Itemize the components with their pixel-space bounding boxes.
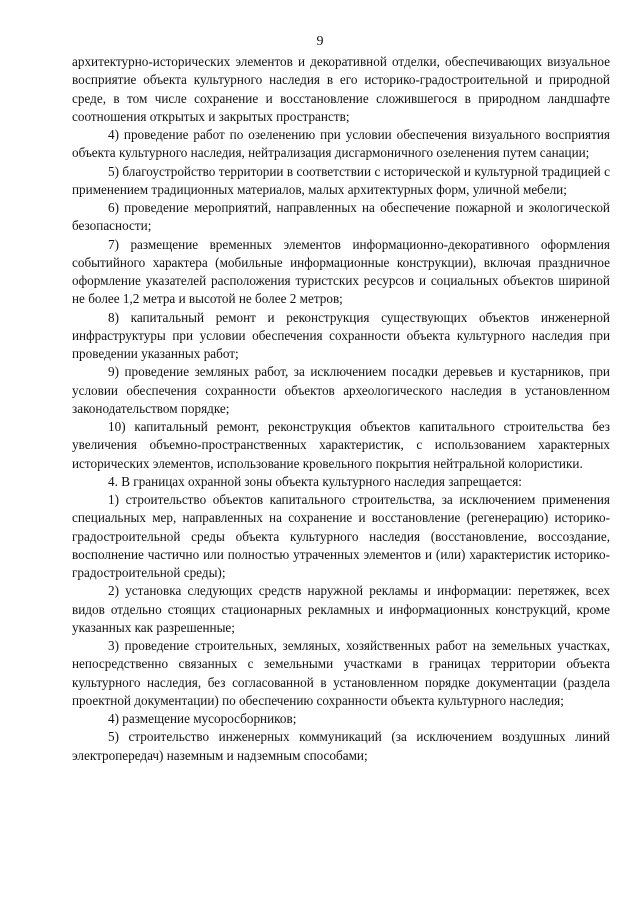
paragraph-item-7-temporary-elements: 7) размещение временных элементов информационно-декоративного оформления событийного характера (мобильные информационные конструкции), включая праздничное оформление указателей расположения туристских ресурсов и социальных объектов шириной не более 1,2 метра и высотой не более 2 метров; — [72, 236, 610, 307]
paragraph-prohibited-1-construction: 1) строительство объектов капитального строительства, за исключением применения специальных мер, направленных на сохранение и восстановление (регенерацию) историко-градостроительной среды объекта культурного наследия (восстановление, воссоздание, восполнение частично или полностью утраченных элементов и (или) характеристик историко-градостроительной среды); — [72, 492, 610, 580]
paragraph-continuation: архитектурно-исторических элементов и декоративной отделки, обеспечивающих визуальное восприятие объекта культурного наследия в его историко-градостроительной и природной среде, в том числе сохранение и восстановление сложившегося в природном ландшафте соотношения открытых и закрытых пространств; — [72, 54, 610, 124]
paragraph-prohibited-3-works: 3) проведение строительных, земляных, хозяйственных работ на земельных участках, непосредственно связанных с земельными участками в границах территории объекта культурного наследия, без согласованной в установленном порядке документации (раздела проектной документации) по обеспечению сохранности объекта культурного наследия; — [72, 638, 610, 708]
paragraph-item-6-safety: 6) проведение мероприятий, направленных на обеспечение пожарной и экологической безопасности; — [72, 200, 610, 234]
paragraph-section-4-heading: 4. В границах охранной зоны объекта культурного наследия запрещается: — [108, 473, 522, 489]
paragraph-item-5-improvement: 5) благоустройство территории в соответствии с исторической и культурной традицией с применением традиционных материалов, малых архитектурных форм, уличной мебели; — [72, 163, 610, 197]
page-number: 9 — [316, 34, 324, 49]
paragraph-item-8-infrastructure: 8) капитальный ремонт и реконструкция существующих объектов инженерной инфраструктуры при условии обеспечения сохранности объекта культурного наследия при проведении указанных работ; — [72, 309, 610, 361]
paragraph-item-9-earthworks: 9) проведение земляных работ, за исключением посадки деревьев и кустарников, при условии обеспечения сохранности объектов археологического наследия в установленном законодательством порядке; — [72, 364, 610, 416]
paragraph-prohibited-5-utilities: 5) строительство инженерных коммуникаций (за исключением воздушных линий электропередач) наземным и надземным способами; — [72, 729, 610, 763]
paragraph-prohibited-4-waste-bins: 4) размещение мусоросборников; — [108, 711, 297, 726]
paragraph-item-4-landscaping: 4) проведение работ по озеленению при условии обеспечения визуального восприятия объекта культурного наследия, нейтрализация дисгармоничного озеленения путем санации; — [72, 127, 610, 161]
document-body — [72, 53, 610, 765]
paragraph-prohibited-2-advertising: 2) установка следующих средств наружной рекламы и информации: перетяжек, всех видов отдельно стоящих стационарных рекламных и информационных конструкций, кроме указанных как разрешенные; — [72, 583, 610, 635]
paragraph-item-10-capital-repair: 10) капитальный ремонт, реконструкция объектов капитального строительства без увеличения объемно-пространственных характеристик, с использованием характерных исторических элементов, использование кровельного покрытия нейтральной колористики. — [72, 419, 610, 471]
